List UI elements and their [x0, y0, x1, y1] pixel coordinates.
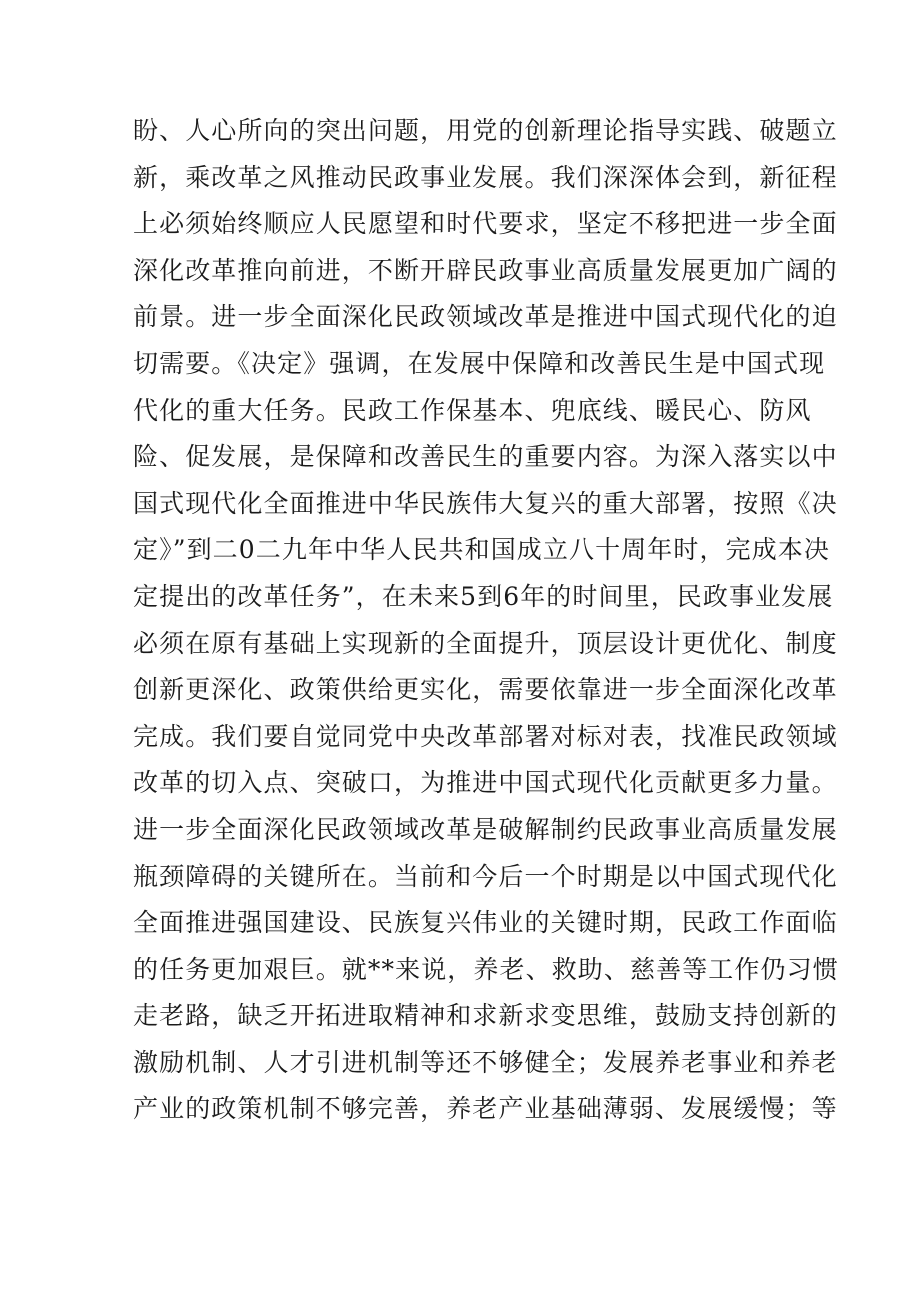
- text-line: 创新更深化、政策供给更实化，需要依靠进一步全面深化改革: [133, 675, 838, 705]
- text-line: 瓶颈障碍的关键所在。当前和今后一个时期是以中国式现代化: [133, 861, 838, 891]
- text-line: 走老路，缺乏开拓进取精神和求新求变思维，鼓励支持创新的: [133, 1001, 838, 1031]
- text-line: 上必须始终顺应人民愿望和时代要求，坚定不移把进一步全面: [133, 209, 838, 239]
- text-line: 全面推进强国建设、民族复兴伟业的关键时期，民政工作面临: [133, 908, 838, 938]
- text-line: 改革的切入点、突破口，为推进中国式现代化贡献更多力量。: [133, 768, 838, 798]
- text-line: 盼、人心所向的突出问题，用党的创新理论指导实践、破题立: [133, 116, 838, 145]
- text-line: 进一步全面深化民政领域改革是破解制约民政事业高质量发展: [133, 814, 838, 844]
- text-line: 的任务更加艰巨。就**来说，养老、救助、慈善等工作仍习惯: [133, 954, 839, 984]
- text-line: 必须在原有基础上实现新的全面提升，顶层设计更优化、制度: [133, 628, 838, 658]
- text-line: 切需要。《决定》强调，在发展中保障和改善民生是中国式现: [133, 348, 826, 378]
- text-line: 代化的重大任务。民政工作保基本、兜底线、暖民心、防风: [133, 395, 812, 425]
- text-line: 新，乘改革之风推动民政事业发展。我们深深体会到，新征程: [133, 162, 838, 192]
- text-line: 险、促发展，是保障和改善民生的重要内容。为深入落实以中: [133, 442, 838, 472]
- text-line: 深化改革推向前进，不断开辟民政事业高质量发展更加广阔的: [133, 255, 838, 285]
- text-line: 完成。我们要自觉同党中央改革部署对标对表，找准民政领域: [133, 721, 838, 751]
- text-line: 产业的政策机制不够完善，养老产业基础薄弱、发展缓慢；等: [133, 1094, 838, 1124]
- text-line: 激励机制、人才引进机制等还不够健全；发展养老事业和养老: [133, 1047, 838, 1077]
- body-text: [133, 108, 839, 1133]
- text-line: 前景。进一步全面深化民政领域改革是推进中国式现代化的迫: [133, 302, 838, 332]
- text-line: 定》”到二0二九年中华人民共和国成立八十周年时，完成本决: [133, 535, 830, 565]
- text-line: 国式现代化全面推进中华民族伟大复兴的重大部署，按照《决: [133, 488, 838, 518]
- text-line: 定提出的改革任务”，在未来5到6年的时间里，民政事业发展: [133, 581, 834, 611]
